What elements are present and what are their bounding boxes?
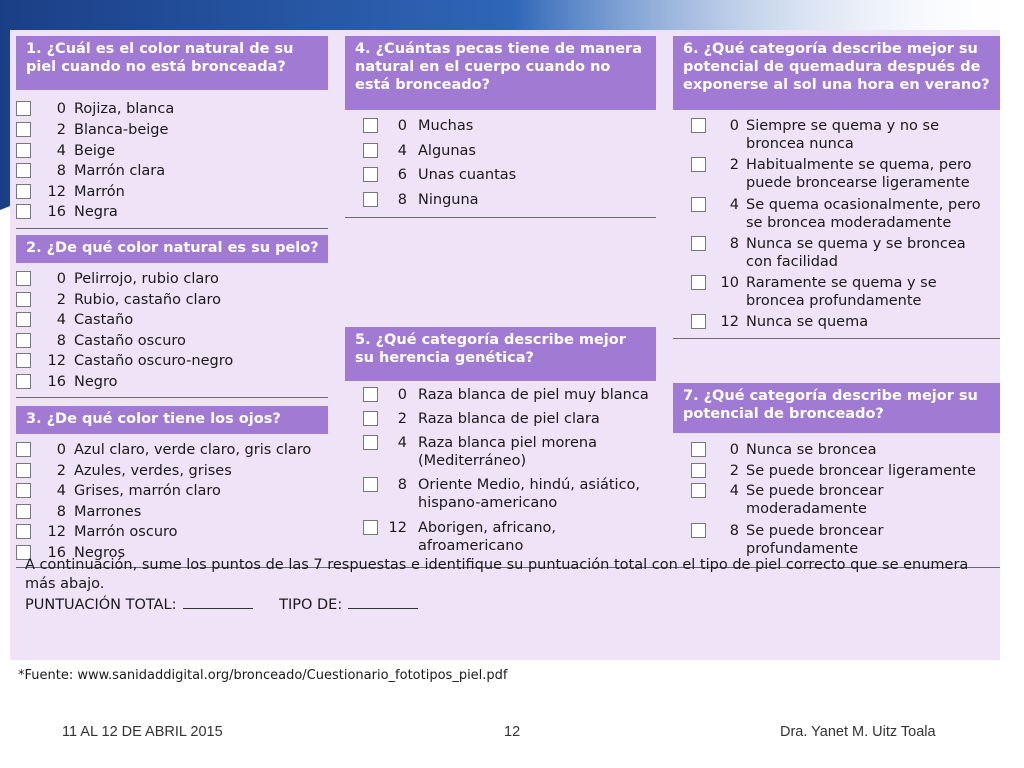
checkbox[interactable] xyxy=(16,524,31,539)
option-label: Grises, marrón claro xyxy=(74,483,221,499)
option-label: Marrones xyxy=(74,504,142,520)
checkbox[interactable] xyxy=(16,504,31,519)
checkbox[interactable] xyxy=(16,483,31,498)
question-4 xyxy=(345,36,656,208)
option-label-line1: Siempre se quema y no se xyxy=(746,118,940,134)
points: 12 xyxy=(388,520,407,536)
option-label: Muchas xyxy=(418,118,474,134)
points: 8 xyxy=(56,504,66,520)
summary-instruction: A continuación, sume los puntos de las 7 respuestas e identifique su puntuación total con el tipo de piel correcto que se enumera más abajo. xyxy=(25,557,969,592)
option-label: Ninguna xyxy=(418,192,479,208)
points: 0 xyxy=(729,442,739,458)
option-label-line1: Se quema ocasionalmente, pero xyxy=(746,197,981,213)
option-label: Castaño oscuro-negro xyxy=(74,353,234,369)
points: 4 xyxy=(397,143,407,159)
question-2 xyxy=(16,235,328,390)
question-1-title: 1. ¿Cuál es el color natural de su piel cuando no está bronceada? xyxy=(16,36,328,90)
checkbox[interactable] xyxy=(16,122,31,137)
checkbox[interactable] xyxy=(16,292,31,307)
option-label: Castaño xyxy=(74,312,134,328)
option-label xyxy=(418,434,597,470)
option-label-line1: Habitualmente se quema, pero xyxy=(746,157,972,173)
checkbox[interactable] xyxy=(691,197,706,212)
checkbox[interactable] xyxy=(691,523,706,538)
question-7-title: 7. ¿Qué categoría describe mejor su potencial de bronceado? xyxy=(673,383,1000,433)
points: 6 xyxy=(397,167,407,183)
points: 2 xyxy=(729,463,739,479)
checkbox[interactable] xyxy=(363,143,378,158)
points: 4 xyxy=(397,435,407,451)
points: 2 xyxy=(56,463,66,479)
points: 4 xyxy=(56,483,66,499)
points: 8 xyxy=(729,523,739,539)
points: 2 xyxy=(729,157,739,173)
checkbox[interactable] xyxy=(16,312,31,327)
option-label: Se puede broncear ligeramente xyxy=(746,463,976,479)
points: 12 xyxy=(47,524,66,540)
checkbox[interactable] xyxy=(16,463,31,478)
option-label: Unas cuantas xyxy=(418,167,517,183)
option-label: Nunca se broncea xyxy=(746,442,877,458)
option-label-line2: afroamericano xyxy=(418,538,524,554)
points: 0 xyxy=(56,442,66,458)
option-label: Negros xyxy=(74,545,126,561)
option-label-line1: Se puede broncear xyxy=(746,523,884,539)
option-label: Raza blanca de piel muy blanca xyxy=(418,387,649,403)
option-label-line2: puede broncearse ligeramente xyxy=(746,175,970,191)
skin-type-field[interactable] xyxy=(348,596,418,609)
points: 4 xyxy=(729,197,739,213)
checkbox[interactable] xyxy=(363,167,378,182)
source-citation: *Fuente: www.sanidaddigital.org/bronceado/Cuestionario_fototipos_piel.pdf xyxy=(18,668,508,683)
checkbox[interactable] xyxy=(16,271,31,286)
divider xyxy=(16,228,328,229)
option-label: Marrón xyxy=(74,184,125,200)
points: 12 xyxy=(47,184,66,200)
question-5-title: 5. ¿Qué categoría describe mejor su herencia genética? xyxy=(345,327,656,381)
option-label-line2: moderadamente xyxy=(746,501,867,517)
option-label-line2: (Mediterráneo) xyxy=(418,453,527,469)
points: 0 xyxy=(56,101,66,117)
option-label-line2: se broncea moderadamente xyxy=(746,215,952,231)
question-4-title: 4. ¿Cuántas pecas tiene de manera natural en el cuerpo cuando no está bronceado? xyxy=(345,36,656,110)
option-label-line1: Oriente Medio, hindú, asiático, xyxy=(418,477,641,493)
question-2-title: 2. ¿De qué color natural es su pelo? xyxy=(16,235,328,263)
option-label: Rojiza, blanca xyxy=(74,101,175,117)
option-label: Azules, verdes, grises xyxy=(74,463,232,479)
points: 16 xyxy=(47,374,66,390)
checkbox[interactable] xyxy=(363,411,378,426)
option-label xyxy=(746,196,981,232)
option-label: Raza blanca de piel clara xyxy=(418,411,600,427)
option-label xyxy=(746,522,883,558)
points: 12 xyxy=(720,314,739,330)
option-label-line2: con facilidad xyxy=(746,254,838,270)
option-label: Marrón oscuro xyxy=(74,524,178,540)
option-label: Negra xyxy=(74,204,118,220)
footer-date: 11 AL 12 DE ABRIL 2015 xyxy=(62,724,223,740)
checkbox[interactable] xyxy=(16,374,31,389)
option-label-line2: broncea nunca xyxy=(746,136,854,152)
checkbox[interactable] xyxy=(16,204,31,219)
checkbox[interactable] xyxy=(691,157,706,172)
checkbox[interactable] xyxy=(16,353,31,368)
question-6 xyxy=(673,36,1000,330)
question-1 xyxy=(16,36,328,220)
option-label: Rubio, castaño claro xyxy=(74,292,221,308)
checkbox[interactable] xyxy=(363,520,378,535)
score-line xyxy=(25,596,990,615)
page-number: 12 xyxy=(504,724,521,740)
checkbox[interactable] xyxy=(16,163,31,178)
points: 0 xyxy=(56,271,66,287)
points: 0 xyxy=(397,118,407,134)
checkbox[interactable] xyxy=(363,192,378,207)
points: 10 xyxy=(720,275,739,291)
points: 8 xyxy=(729,236,739,252)
question-5 xyxy=(345,327,656,554)
option-label-line1: Aborigen, africano, xyxy=(418,520,557,536)
checkbox[interactable] xyxy=(16,143,31,158)
option-label: Beige xyxy=(74,143,116,159)
option-label-line1: Raramente se quema y se xyxy=(746,275,937,291)
checkbox[interactable] xyxy=(363,118,378,133)
points: 8 xyxy=(56,333,66,349)
points: 2 xyxy=(397,411,407,427)
option-label-line2: hispano-americano xyxy=(418,495,558,511)
option-label xyxy=(418,519,556,555)
checkbox[interactable] xyxy=(363,477,378,492)
divider xyxy=(673,338,1000,339)
total-score-field[interactable] xyxy=(183,596,253,609)
points: 16 xyxy=(47,204,66,220)
option-label xyxy=(746,156,972,192)
option-label-line1: Nunca se quema y se broncea xyxy=(746,236,966,252)
points: 2 xyxy=(56,122,66,138)
option-label: Azul claro, verde claro, gris claro xyxy=(74,442,312,458)
option-label xyxy=(746,235,966,271)
question-6-title: 6. ¿Qué categoría describe mejor su potencial de quemadura después de exponerse al sol una hora en verano? xyxy=(673,36,1000,110)
option-label: Negro xyxy=(74,374,118,390)
points: 8 xyxy=(397,477,407,493)
points: 12 xyxy=(47,353,66,369)
points: 16 xyxy=(47,545,66,561)
checkbox[interactable] xyxy=(691,442,706,457)
option-label: Castaño oscuro xyxy=(74,333,186,349)
option-label: Algunas xyxy=(418,143,476,159)
option-label-line2: broncea profundamente xyxy=(746,293,922,309)
total-score-label: PUNTUACIÓN TOTAL: xyxy=(25,597,177,613)
option-label xyxy=(746,117,939,153)
question-3-title: 3. ¿De qué color tiene los ojos? xyxy=(16,406,328,434)
checkbox[interactable] xyxy=(363,387,378,402)
points: 2 xyxy=(56,292,66,308)
points: 4 xyxy=(56,312,66,328)
skin-type-label: TIPO DE: xyxy=(279,597,343,613)
option-label: Marrón clara xyxy=(74,163,166,179)
points: 4 xyxy=(56,143,66,159)
footer-author: Dra. Yanet M. Uitz Toala xyxy=(780,724,936,740)
checkbox[interactable] xyxy=(691,118,706,133)
option-label: Pelirrojo, rubio claro xyxy=(74,271,219,287)
points: 0 xyxy=(729,118,739,134)
points: 4 xyxy=(729,483,739,499)
checkbox[interactable] xyxy=(16,101,31,116)
option-label: Blanca-beige xyxy=(74,122,169,138)
option-label xyxy=(746,482,883,518)
option-label-line1: Se puede broncear xyxy=(746,483,884,499)
option-label xyxy=(418,476,640,512)
points: 8 xyxy=(397,192,407,208)
option-label-line1: Raza blanca piel morena xyxy=(418,435,597,451)
option-label-line2: profundamente xyxy=(746,541,859,557)
points: 8 xyxy=(56,163,66,179)
checkbox[interactable] xyxy=(16,184,31,199)
option-label: Nunca se quema xyxy=(746,314,869,330)
divider xyxy=(345,217,656,218)
question-7 xyxy=(673,383,1000,557)
checkbox[interactable] xyxy=(691,463,706,478)
checkbox[interactable] xyxy=(691,314,706,329)
points: 0 xyxy=(397,387,407,403)
option-label xyxy=(746,274,937,310)
question-3 xyxy=(16,406,328,561)
divider xyxy=(16,397,328,398)
checkbox[interactable] xyxy=(363,435,378,450)
checkbox[interactable] xyxy=(16,333,31,348)
checkbox[interactable] xyxy=(691,275,706,290)
checkbox[interactable] xyxy=(16,442,31,457)
checkbox[interactable] xyxy=(691,483,706,498)
summary-section xyxy=(25,556,990,615)
checkbox[interactable] xyxy=(691,236,706,251)
